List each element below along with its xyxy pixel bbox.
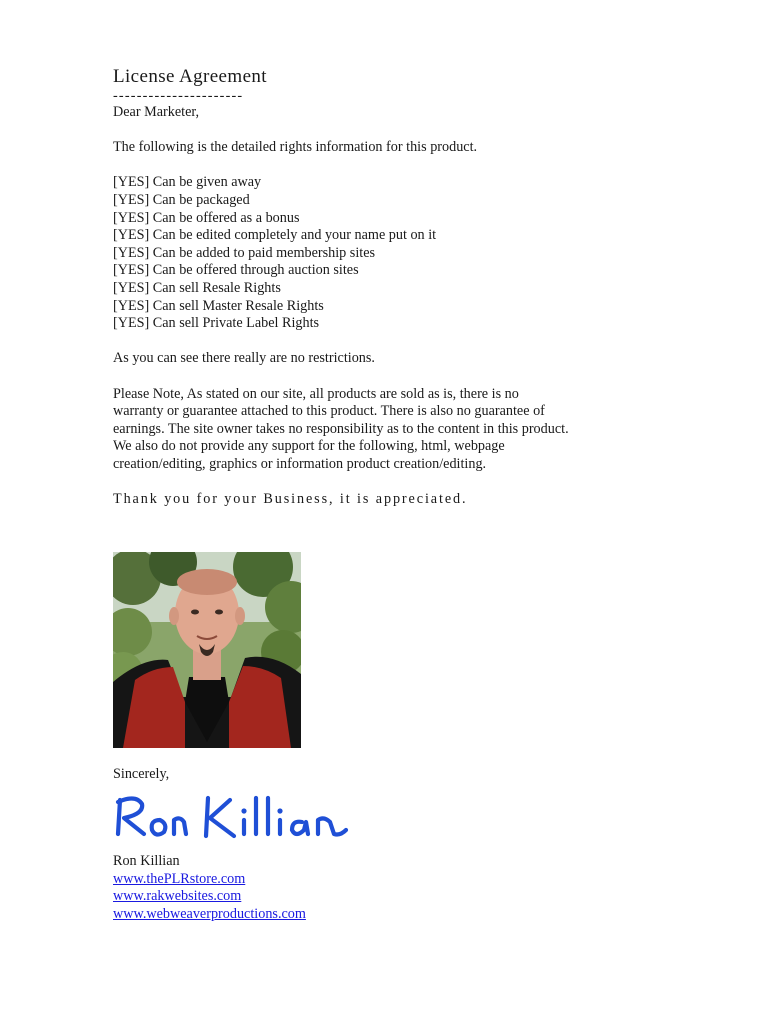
- signature-block: [113, 853, 306, 923]
- rights-item: [YES] Can be offered as a bonus: [113, 209, 300, 226]
- rights-item: [YES] Can sell Master Resale Rights: [113, 297, 324, 314]
- spacer: [113, 368, 713, 386]
- document-title: License Agreement: [113, 66, 267, 87]
- rights-item: [YES] Can sell Resale Rights: [113, 279, 281, 296]
- spacer: [113, 473, 713, 491]
- rights-item: [YES] Can be given away: [113, 174, 262, 191]
- spacer: [113, 122, 713, 140]
- rights-item: [YES] Can be packaged: [113, 191, 250, 208]
- link-webweaverproductions[interactable]: www.webweaverproductions.com: [113, 905, 306, 922]
- disclaimer-line: creation/editing, graphics or information product creation/editing.: [113, 455, 487, 472]
- disclaimer-line: Please Note, As stated on our site, all products are sold as is, there is no: [113, 385, 519, 402]
- rights-item: [YES] Can be offered through auction sites: [113, 262, 359, 279]
- title-underline: ----------------------: [113, 88, 244, 104]
- rights-list: [113, 174, 713, 332]
- rights-item: [YES] Can be added to paid membership sites: [113, 244, 376, 261]
- handwritten-signature: [112, 790, 352, 846]
- no-restrictions-text: As you can see there really are no restrictions.: [113, 350, 375, 367]
- disclaimer-paragraph: [113, 386, 713, 474]
- disclaimer-line: warranty or guarantee attached to this product. There is also no guarantee of: [113, 403, 545, 420]
- spacer: [113, 157, 713, 175]
- license-document: [113, 66, 713, 509]
- spacer: [113, 333, 713, 351]
- disclaimer-line: We also do not provide any support for the following, html, webpage: [113, 438, 505, 455]
- salutation: Dear Marketer,: [113, 104, 200, 120]
- author-photo: [113, 552, 301, 748]
- disclaimer-line: earnings. The site owner takes no responsibility as to the content in this product.: [113, 420, 569, 437]
- signer-name: Ron Killian: [113, 853, 180, 869]
- link-theplrstore[interactable]: www.thePLRstore.com: [113, 870, 246, 887]
- thank-you-text: Thank you for your Business, it is appreciated.: [113, 491, 468, 508]
- link-rakwebsites[interactable]: www.rakwebsites.com: [113, 888, 242, 905]
- rights-item: [YES] Can be edited completely and your name put on it: [113, 227, 437, 244]
- rights-item: [YES] Can sell Private Label Rights: [113, 315, 320, 332]
- closing-text: Sincerely,: [113, 766, 170, 782]
- intro-text: The following is the detailed rights information for this product.: [113, 139, 478, 156]
